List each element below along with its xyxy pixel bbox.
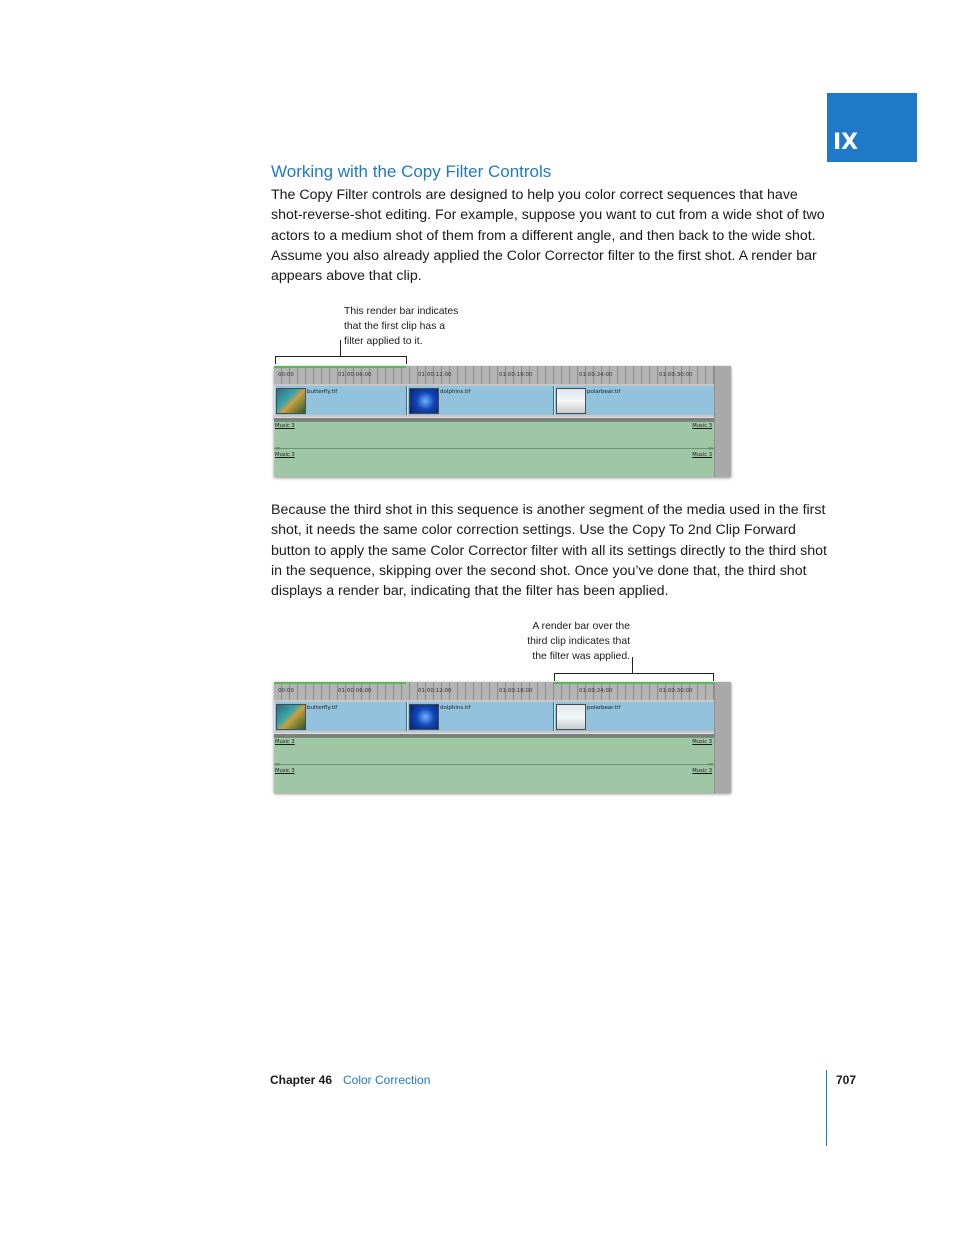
timeline-scrollbar[interactable] [714, 366, 731, 477]
ruler-tick-label: 01:00:24:00 [579, 372, 613, 378]
video-clip-butterfly[interactable] [274, 702, 407, 731]
clip-name: butterfly.tif [307, 389, 338, 395]
link-indicator-icon: ≍≍ [275, 446, 280, 452]
video-track [274, 386, 715, 415]
link-indicator-icon: ≍≍ [275, 762, 280, 768]
audio-clip-label: Music 3 [275, 768, 295, 774]
render-bar [274, 366, 406, 368]
clip-thumbnail [409, 388, 439, 414]
video-clip-polarbear[interactable] [554, 386, 715, 415]
render-bar [274, 682, 406, 684]
audio-clip-label: Music 3 [692, 768, 712, 774]
audio-clip-label: Music 3 [275, 423, 295, 429]
video-clip-polarbear[interactable] [554, 702, 715, 731]
video-clip-butterfly[interactable] [274, 386, 407, 415]
clip-name: polarbear.tif [587, 705, 621, 711]
ruler-tick-label: 00:00 [278, 372, 294, 378]
clip-thumbnail [276, 704, 306, 730]
clip-thumbnail [409, 704, 439, 730]
video-clip-dolphins[interactable] [407, 702, 554, 731]
ruler-tick-label: 01:00:30:00 [659, 372, 693, 378]
body-paragraph-2: Because the third shot in this sequence is another segment of the media used in the first shot, it needs the same color correction settings. Use the Copy To 2nd Clip Forward button to apply the same Color Corrector filter with all its settings directly to the third shot in the sequence, skipping over the second shot. Once you’ve done that, the third shot displays a render bar, indicating that the filter has been applied. [271, 502, 827, 600]
footer-section-link[interactable]: Color Correction [343, 1073, 431, 1087]
callout-first-render-bar: This render bar indicates that the first clip has a filter applied to it. [344, 306, 459, 347]
audio-track-2[interactable] [274, 764, 715, 793]
timeline-ruler [274, 366, 715, 384]
clip-thumbnail [556, 388, 586, 414]
footer-rule [826, 1070, 827, 1146]
link-indicator-icon: ≍≍ [707, 446, 712, 452]
page-number: 707 [836, 1073, 857, 1087]
ruler-tick-label: 01:00:06:00 [338, 688, 372, 694]
section-heading: Working with the Copy Filter Controls [271, 162, 552, 181]
ruler-tick-label: 00:00 [278, 688, 294, 694]
ruler-tick-label: 01:00:18:00 [499, 688, 533, 694]
clip-name: dolphins.tif [440, 389, 471, 395]
part-tab: IX [827, 93, 917, 162]
clip-thumbnail [276, 388, 306, 414]
ruler-tick-label: 01:00:06:00 [338, 372, 372, 378]
timeline-scrollbar[interactable] [714, 682, 731, 793]
callout-leader-line [632, 657, 633, 673]
footer-chapter [270, 1073, 332, 1087]
audio-track-1[interactable] [274, 737, 715, 764]
audio-clip-label: Music 3 [692, 452, 712, 458]
audio-clip-label: Music 3 [692, 739, 712, 745]
video-clip-dolphins[interactable] [407, 386, 554, 415]
callout-bracket [275, 356, 407, 364]
audio-clip-label: Music 3 [275, 739, 295, 745]
clip-name: polarbear.tif [587, 389, 621, 395]
clip-name: dolphins.tif [440, 705, 471, 711]
callout-third-render-bar: A render bar over the third clip indicates that the filter was applied. [527, 621, 630, 662]
audio-clip-label: Music 3 [275, 452, 295, 458]
ruler-tick-label: 01:00:18:00 [499, 372, 533, 378]
timeline-screenshot-1 [274, 366, 731, 477]
audio-track-2[interactable] [274, 448, 715, 477]
link-indicator-icon: ≍≍ [707, 762, 712, 768]
audio-clip-label: Music 3 [692, 423, 712, 429]
video-track [274, 702, 715, 731]
callout-bracket [554, 673, 714, 681]
timeline-screenshot-2 [274, 682, 731, 793]
callout-leader-line [340, 340, 341, 356]
clip-thumbnail [556, 704, 586, 730]
clip-name: butterfly.tif [307, 705, 338, 711]
render-bar [554, 682, 714, 684]
timeline-ruler [274, 682, 715, 700]
audio-track-1[interactable] [274, 421, 715, 448]
ruler-tick-label: 01:00:12:00 [418, 372, 452, 378]
ruler-tick-label: 01:00:12:00 [418, 688, 452, 694]
chapter-label: Chapter 46 [270, 1073, 333, 1087]
body-paragraph-1: The Copy Filter controls are designed to help you color correct sequences that have shot-reverse-shot editing. For example, suppose you want to cut from a wide shot of two actors to a medium shot of them from a different angle, and then back to the wide shot. Assume you also already applied the Color Corrector filter to the first shot. A render bar appears above that clip. [271, 187, 825, 285]
ruler-tick-label: 01:00:30:00 [659, 688, 693, 694]
ruler-tick-label: 01:00:24:00 [579, 688, 613, 694]
